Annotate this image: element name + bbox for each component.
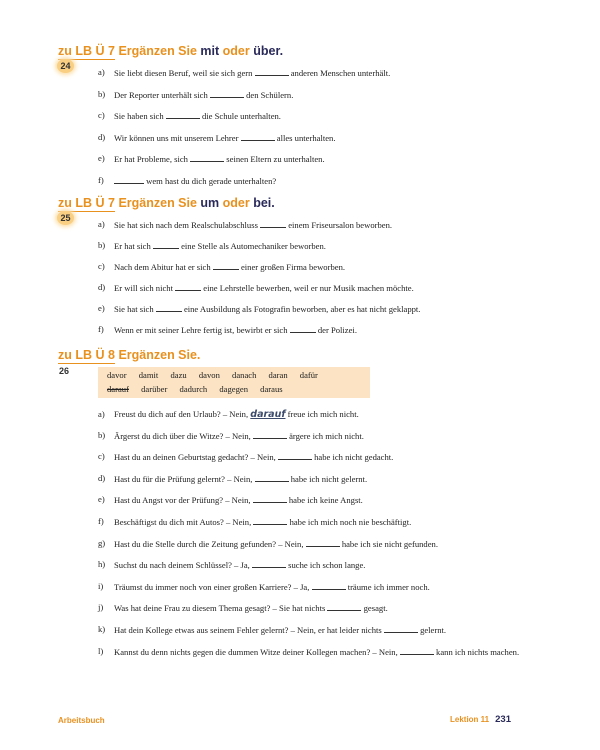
word-option-used: darauf [107,384,129,394]
answer-blank[interactable] [253,494,287,503]
answer-blank[interactable] [166,110,200,119]
item-list [98,219,568,336]
exercise-number: 26 [59,366,70,376]
word-option: damit [138,370,159,380]
word-option: dagegen [219,384,248,394]
list-item: f) Beschäftigst du dich mit Autos? – Nein, habe ich mich noch nie beschäftigt. [98,515,412,527]
word-option: daran [268,370,288,380]
answer-blank[interactable] [213,261,239,270]
answer-blank[interactable] [400,646,434,655]
word-box-row [107,370,328,381]
list-item: l) Kannst du denn nichts gegen die dummen Witze deiner Kollegen machen? – Nein, kann ich nichts machen. [98,645,520,657]
answer-blank[interactable] [327,602,361,611]
list-item: g) Hast du die Stelle durch die Zeitung gefunden? – Nein, habe ich sie nicht gefunden. [98,537,438,549]
word-option: davon [198,370,220,380]
exercise-ref: zu LB Ü 7 [58,196,115,210]
exercise-number: 25 [57,211,74,225]
lesson-label: Lektion 11 [450,715,490,724]
list-item: a) Sie liebt diesen Beruf, weil sie sich gern anderen Menschen unterhält. [98,67,391,78]
list-item: e) Sie hat sich eine Ausbildung als Fotografin beworben, aber es hat nicht geklappt. [98,303,421,314]
exercise-title: Ergänzen Sie um oder bei. [118,196,275,210]
example-answer: darauf [250,409,286,420]
answer-blank[interactable] [210,89,244,98]
page-number: 231 [495,714,511,725]
list-item: e) Hast du Angst vor der Prüfung? – Nein, habe ich keine Angst. [98,494,363,506]
list-item: d) Wir können uns mit unserem Lehrer alles unterhalten. [98,131,336,143]
answer-blank[interactable] [260,219,286,228]
list-item: b) Er hat sich eine Stelle als Automechaniker beworben. [98,240,326,251]
exercise-25 [58,196,558,335]
exercise-24 [58,44,558,186]
word-option: dadurch [179,384,208,394]
word-option: darüber [141,384,168,394]
answer-blank[interactable] [175,282,201,291]
answer-blank[interactable] [312,581,346,590]
list-item: j) Was hat deine Frau zu diesem Thema gesagt? – Sie hat nichts gesagt. [98,602,388,614]
list-item: c) Sie haben sich die Schule unterhalten. [98,110,281,121]
word-option: daraus [260,384,283,394]
list-item: e) Er hat Probleme, sich seinen Eltern zu unterhalten. [98,153,325,164]
answer-blank[interactable] [253,430,287,439]
exercise-25-heading [58,196,558,211]
exercise-title: Ergänzen Sie mit oder über. [118,44,284,58]
exercise-number: 24 [57,59,74,73]
word-option: danach [232,370,257,380]
exercise-24-heading [58,44,558,59]
item-list [98,409,538,658]
list-item: f) Wenn er mit seiner Lehre fertig ist, bewirbt er sich der Polizei. [98,324,357,335]
answer-blank[interactable] [255,473,289,482]
word-option: dafür [299,370,318,380]
word-box [98,367,370,398]
footer-left: Arbeitsbuch [58,716,105,725]
item-list [98,67,568,187]
answer-blank[interactable] [278,451,312,460]
answer-blank[interactable] [241,132,275,141]
list-item: b) Ärgerst du dich über die Witze? – Nein, ärgere ich mich nicht. [98,429,364,441]
answer-blank[interactable] [252,559,286,568]
list-item: f) wem hast du dich gerade unterhalten? [98,174,277,186]
answer-blank[interactable] [156,303,182,312]
list-item: a) Freust du dich auf den Urlaub? – Nein, darauf freue ich mich nicht. [98,409,359,420]
answer-blank[interactable] [255,67,289,76]
list-item: i) Träumst du immer noch von einer großen Karriere? – Ja, träume ich immer noch. [98,580,430,592]
answer-blank[interactable] [153,240,179,249]
answer-blank[interactable] [190,153,224,162]
answer-blank[interactable] [290,324,316,333]
exercise-26-heading [58,348,558,363]
answer-blank[interactable] [306,538,340,547]
answer-blank[interactable] [253,516,287,525]
word-option: dazu [170,370,187,380]
footer-right [450,714,511,725]
answer-blank[interactable] [384,624,418,633]
answer-blank[interactable] [114,175,144,184]
word-option: davor [107,370,127,380]
list-item: k) Hat dein Kollege etwas aus seinem Fehler gelernt? – Nein, er hat leider nichts gelernt. [98,623,447,635]
exercise-title: Ergänzen Sie. [118,348,201,362]
list-item: d) Er will sich nicht eine Lehrstelle bewerben, weil er nur Musik machen möchte. [98,282,414,293]
exercise-ref: zu LB Ü 8 [58,348,115,362]
list-item: c) Hast du an deinen Geburtstag gedacht? – Nein, habe ich nicht gedacht. [98,451,394,463]
list-item: h) Suchst du nach deinem Schlüssel? – Ja, suche ich schon lange. [98,559,366,571]
list-item: b) Der Reporter unterhält sich den Schülern. [98,88,294,100]
word-box-row [107,384,293,395]
exercise-ref: zu LB Ü 7 [58,44,115,58]
list-item: a) Sie hat sich nach dem Realschulabschluss einem Friseursalon beworben. [98,219,393,230]
list-item: c) Nach dem Abitur hat er sich einer großen Firma beworben. [98,261,346,272]
list-item: d) Hast du für die Prüfung gelernt? – Nein, habe ich nicht gelernt. [98,472,368,484]
